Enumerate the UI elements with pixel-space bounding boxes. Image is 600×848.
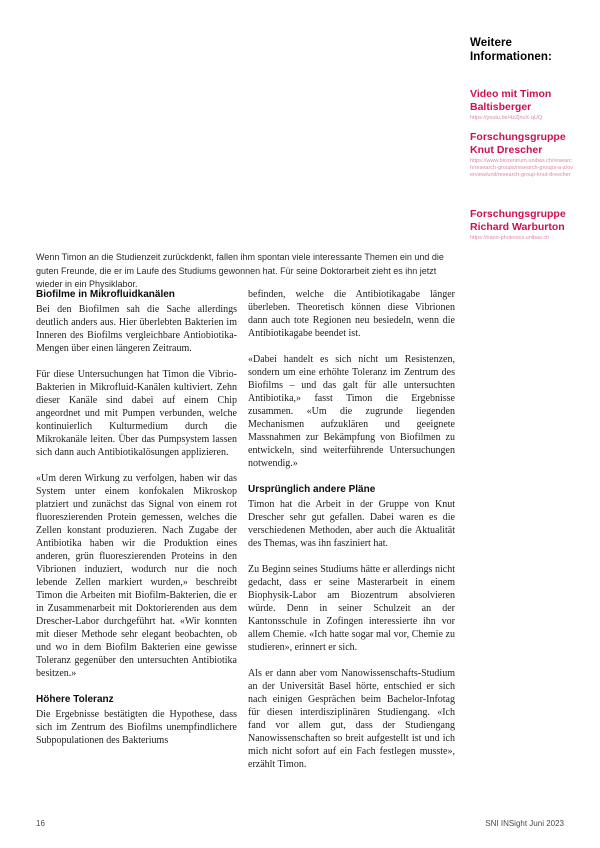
sidebar-title: Weitere Informationen:	[470, 37, 552, 63]
sidebar-link-video-label[interactable]: Video mit Timon Baltisberger	[470, 88, 552, 113]
section-heading-andere-plaene: Ursprünglich andere Pläne	[248, 484, 376, 495]
sidebar-link-group-warburton[interactable]	[470, 208, 574, 242]
paragraph: Als er dann aber vom Nanowissenschafts-Studium an der Universität Basel hörte, entschied er sich nach einigen Gesprächen beim Bachelor-Infotag für diesen interdisziplinären Studiengang. «Ich fand vor allem gut, dass der Studiengang Nanowissenschaften so breit aufgestellt ist und ich mich nicht sofort auf ein Fach festlegen musste», erzählt Timon.	[248, 668, 455, 770]
paragraph: Timon hat die Arbeit in der Gruppe von Knut Drescher sehr gut gefallen. Dabei waren es die verschiedenen Methoden, aber auch die Aktualität des Themas, was ihn fasziniert hat.	[248, 499, 455, 549]
sidebar-link-group-drescher-label[interactable]: Forschungsgruppe Knut Drescher	[470, 131, 566, 156]
article-column-right	[248, 288, 455, 784]
paragraph: befinden, welche die Antibiotikagabe länger überleben. Theoretisch können diese Vibrionen dann auch tote Regionen neu besiedeln, wenn die Antibiotikagabe beendet ist.	[248, 289, 455, 339]
paragraph: «Dabei handelt es sich nicht um Resistenzen, sondern um eine erhöhte Toleranz im Zentrum des Biofilms – und das galt für alle untersuchten Antibiotika,» fasst Timon die Ergebnisse zusammen. «Um die zugrunde liegenden Mechanismen aufzuklären und geeignete Massnahmen zur Bekämpfung von Biofilmen zu entwickeln, sind weiterführende Untersuchungen notwendig.»	[248, 354, 455, 469]
paragraph: Die Ergebnisse bestätigten die Hypothese, dass sich im Zentrum des Biofilms unempfindlichere Subpopulationen des Bakteriums	[36, 709, 237, 746]
paragraph: Für diese Untersuchungen hat Timon die Vibrio-Bakterien in Mikrofluid-Kanälen kultiviert. Zehn dieser Kanäle sind dabei auf einem Chip angeordnet und mit Pumpen verbunden, welche kontinuierlich Kulturmedium durch die Mikrokanäle leiten. Über das Pumpsystem lassen sich dann auch Antibiotikalösungen applizieren.	[36, 369, 237, 458]
section-heading-biofilme: Biofilme in Mikrofluidkanälen	[36, 289, 175, 300]
sidebar-link-group-drescher[interactable]	[470, 131, 574, 179]
sidebar-weitere-informationen	[470, 36, 574, 241]
paragraph: Zu Beginn seines Studiums hätte er allerdings nicht gedacht, dass er seine Masterarbeit in einem Biophysik-Labor am Biozentrum absolvieren würde. Denn in seiner Schulzeit an der Kantonsschule in Zofingen interessierte ihn vor allem Chemie. «Ich hatte sogar mal vor, Chemie zu studieren», erinnert er sich.	[248, 564, 455, 653]
sidebar-link-video-url[interactable]: https://youtu.be/4zZjnvX-qUQ	[470, 115, 543, 121]
sidebar-link-group-warburton-url[interactable]: https://nano-photonics.unibas.ch	[470, 235, 550, 241]
article-column-left	[36, 288, 237, 760]
sidebar-link-group-drescher-url[interactable]: https://www.biozentrum.unibas.ch/research/research-groups/research-groups-a-z/overview/unit/research-group-knut-drescher	[470, 158, 574, 178]
page-number: 16	[36, 819, 45, 828]
sidebar-link-video[interactable]	[470, 88, 574, 122]
publication-name: SNI INSight Juni 2023	[485, 819, 564, 828]
paragraph: «Um deren Wirkung zu verfolgen, haben wir das System unter einem konfokalen Mikroskop platziert und zunächst das Signal von einem rot fluoreszierenden Protein gemessen, welches die Zellen konstant produzieren. Nach Zugabe der Antibiotika haben wir die Produktion eines anderen, grün fluoreszierenden Proteins in den Vibrionen induziert, wodurch nur die noch lebende Zellen markiert wurden,» beschreibt Timon die Arbeiten mit Biofilm-Bakterien, die er in Zusammenarbeit mit Doktorierenden aus dem Drescher-Labor durchgeführt hat. «Wir konnten mit dieser Methode sehr elegant beobachten, ob und wo in dem Biofilm Bakterien eine gewisse Toleranz gegenüber den untersuchten Antibiotika besitzen.»	[36, 473, 237, 679]
sidebar-link-group-warburton-label[interactable]: Forschungsgruppe Richard Warburton	[470, 208, 566, 233]
article-lead-paragraph: Wenn Timon an die Studienzeit zurückdenkt, fallen ihm spontan viele interessante Themen ein und die guten Freunde, die er im Laufe des Studiums gewonnen hat. Für seine Doktorarbeit zieht es ihn jetzt wieder in ein Physiklabor.	[36, 252, 444, 289]
paragraph: Bei den Biofilmen sah die Sache allerdings deutlich anders aus. Hier überlebten Bakterien im Inneren des Biofilms vergleichbare Antiobiotika-Mengen über einen längeren Zeitraum.	[36, 304, 237, 354]
section-heading-hoehere-toleranz: Höhere Toleranz	[36, 694, 114, 705]
